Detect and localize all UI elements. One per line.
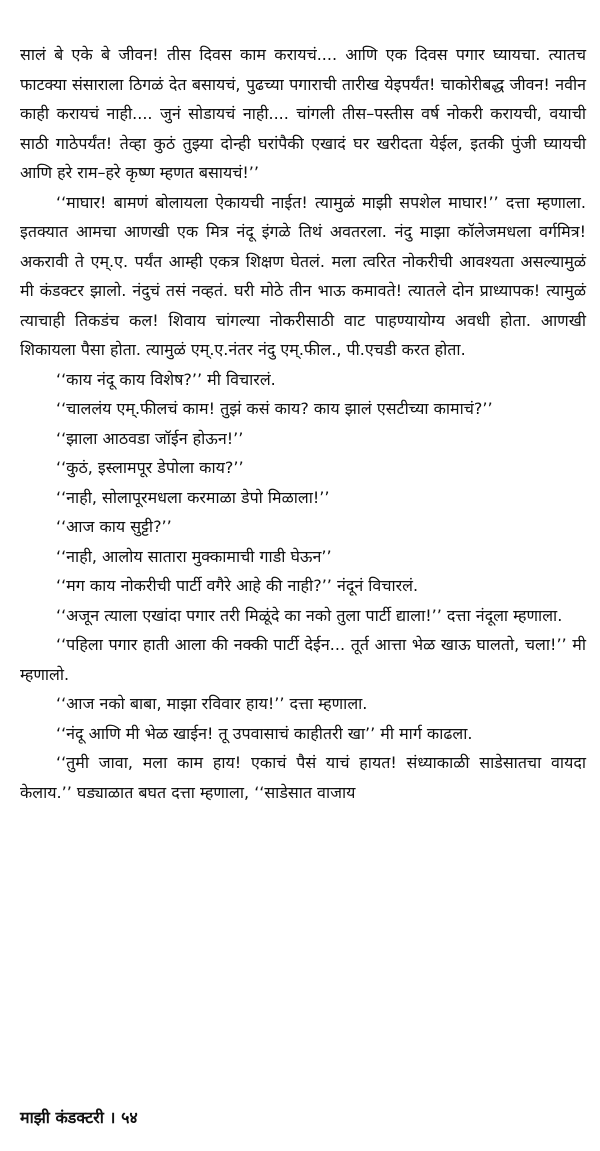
- paragraph-1: सालं बे एके बे जीवन! तीस दिवस काम करायचं.... आणि एक दिवस पगार घ्यायचा. त्यातच फाटक्या संसाराला ठिगळं देत बसायचं, पुढच्या पगाराची तारीख येइपर्यंत! चाकोरीबद्ध जीवन! नवीन काही करायचं नाही.... जुनं सोडायचं नाही.... चांगली तीस–पस्तीस वर्ष नोकरी करायची, वयाची साठी गाठेपर्यंत! तेव्हा कुठं तुझ्या दोन्ही घरांपैकी एखादं घर खरीदता येईल, इतकी पुंजी घ्यायची आणि हरे राम–हरे कृष्ण म्हणत बसायचं!’’: [20, 45, 586, 182]
- paragraph-2: ‘‘माघार! बामणं बोलायला ऐकायची नाईत! त्यामुळं माझी सपशेल माघार!’’ दत्ता म्हणाला. इतक्यात आमचा आणखी एक मित्र नंदू इंगळे तिथं अवतरला. नंदु माझा कॉलेजमधला वर्गमित्र! अकरावी ते एम्.ए. पर्यंत आम्ही एकत्र शिक्षण घेतलं. मला त्वरित नोकरीची आवश्यता असल्यामुळं मी कंडक्टर झालो. नंदुचं तसं नव्हतं. घरी मोठे तीन भाऊ कमावते! त्यातले दोन प्राध्यापक! त्यामुळं त्याचाही तिकडंच कल! शिवाय चांगल्या नोकरीसाठी वाट पाहण्यायोग्य अवधी होता. आणखी शिकायला पैसा होता. त्यामुळं एम्.ए.नंतर नंदु एम्.फील., पी.एचडी करत होता.: [20, 192, 586, 359]
- paragraph-15: ‘‘तुमी जावा, मला काम हाय! एकाचं पैसं याचं हायत! संध्याकाळी साडेसातचा वायदा केलाय.’’ घड्याळात बघत दत्ता म्हणाला, ‘‘साडेसात वाजाय: [20, 753, 586, 802]
- footer-separator: ।: [109, 1108, 116, 1127]
- paragraph-10: ‘‘मग काय नोकरीची पार्टी वगैरे आहे की नाही?’’ नंदूनं विचारलं.: [56, 576, 419, 595]
- paragraph-3: ‘‘काय नंदू काय विशेष?’’ मी विचारलं.: [56, 369, 276, 389]
- paragraph-6: ‘‘कुठं, इस्लामपूर डेपोला काय?’’: [56, 458, 244, 477]
- page-footer: [20, 1106, 138, 1130]
- paragraph-13: ‘‘आज नको बाबा, माझा रविवार हाय!’’ दत्ता म्हणाला.: [56, 694, 368, 713]
- paragraph-11: ‘‘अजून त्याला एखांदा पगार तरी मिळूंदे का नको तुला पार्टी द्याला!’’ दत्ता नंदूला म्हणाला.: [56, 605, 563, 625]
- book-title: माझी कंडक्टरी: [20, 1108, 104, 1127]
- paragraph-14: ‘‘नंदू आणि मी भेळ खाईन! तू उपवासाचं काहीतरी खा’’ मी मार्ग काढला.: [56, 723, 473, 743]
- paragraph-4: ‘‘चाललंय एम्.फीलचं काम! तुझं कसं काय? काय झालं एसटीच्या कामाचं?’’: [56, 399, 493, 418]
- paragraph-8: ‘‘आज काय सुट्टी?’’: [56, 517, 172, 536]
- paragraph-5: ‘‘झाला आठवडा जॉईन होऊन!’’: [56, 428, 244, 448]
- paragraph-12: ‘‘पहिला पगार हाती आला की नक्की पार्टी देईन... तूर्त आत्ता भेळ खाऊ घालतो, चला!’’ मी म्हणालो.: [20, 635, 586, 684]
- paragraph-7: ‘‘नाही, सोलापूरमधला करमाळा डेपो मिळाला!’’: [56, 487, 330, 507]
- page-body: [20, 40, 586, 807]
- paragraph-9: ‘‘नाही, आलोय सातारा मुक्कामाची गाडी घेऊन’’: [56, 546, 332, 566]
- page-number: ५४: [121, 1108, 138, 1127]
